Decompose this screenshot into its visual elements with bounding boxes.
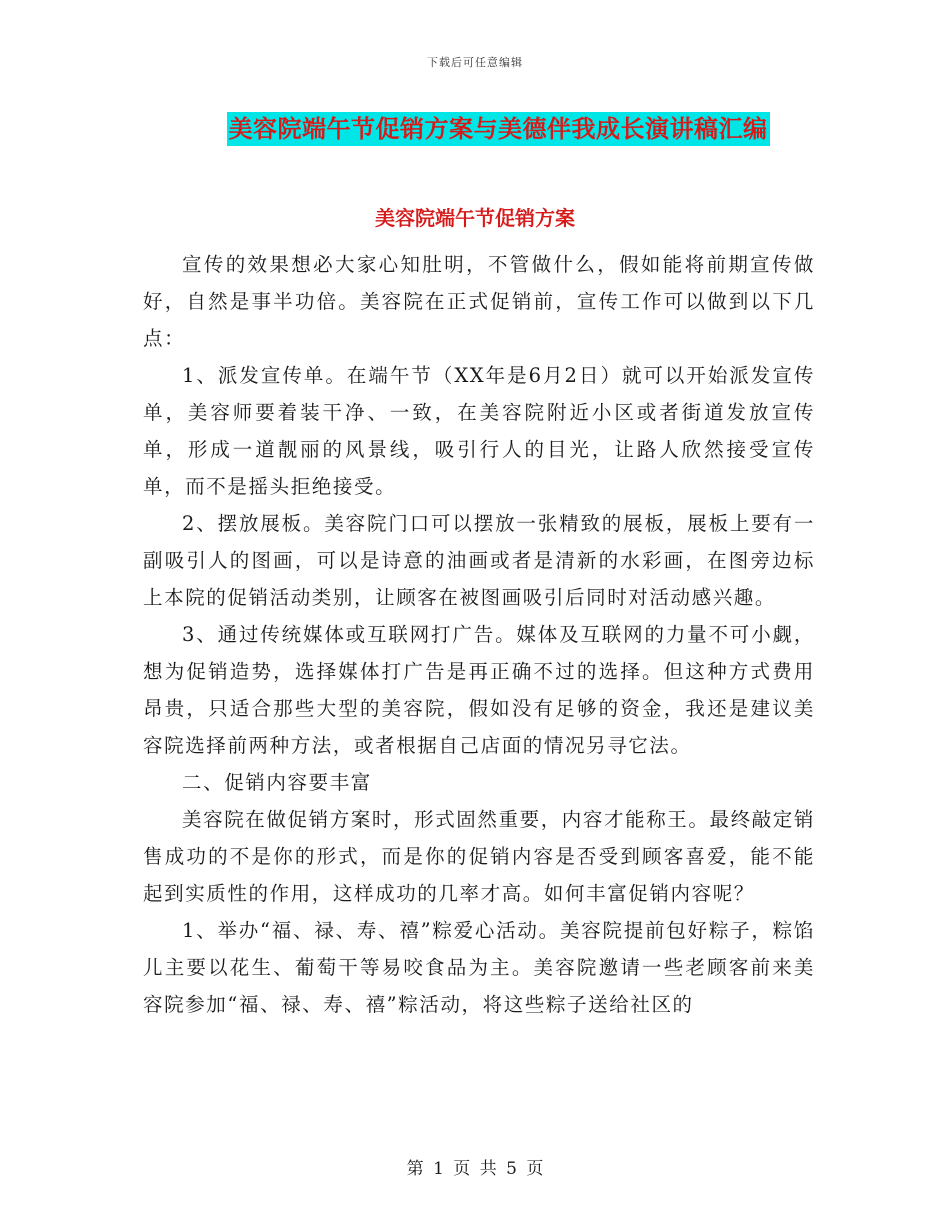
paragraph-zongzi-activity: 1、举办“福、禄、寿、禧”粽爱心活动。美容院提前包好粽子，粽馅儿主要以花生、葡萄干等易咬食品为主。美容院邀请一些老顾客前来美容院参加“福、禄、寿、禧”粽活动，将这些粽子送给社区的 <box>143 919 815 1016</box>
paragraph-display-board: 2、摆放展板。美容院门口可以摆放一张精致的展板，展板上要有一副吸引人的图画，可以是诗意的油画或者是清新的水彩画，在图旁边标上本院的促销活动类别，让顾客在被图画吸引后同时对活动感兴趣。 <box>143 512 815 609</box>
paragraph-advertising: 3、通过传统媒体或互联网打广告。媒体及互联网的力量不可小觑，想为促销造势，选择媒体打广告是再正确不过的选择。但这种方式费用昂贵，只适合那些大型的美容院，假如没有足够的资金，我还是建议美容院选择前两种方法，或者根据自己店面的情况另寻它法。 <box>143 623 815 757</box>
paragraph-intro: 宣传的效果想必大家心知肚明，不管做什么，假如能将前期宣传做好，自然是事半功倍。美容院在正式促销前，宣传工作可以做到以下几点： <box>143 253 815 350</box>
paragraph-content-matters: 美容院在做促销方案时，形式固然重要，内容才能称王。最终敲定销售成功的不是你的形式，而是你的促销内容是否受到顾客喜爱，能不能起到实质性的作用，这样成功的几率才高。如何丰富促销内容呢？ <box>143 808 816 905</box>
page-number-footer: 第 1 页 共 5 页 <box>406 1159 544 1179</box>
paragraph-flyers: 1、派发宣传单。在端午节（XX年是6月2日）就可以开始派发宣传单，美容师要着装干净、一致，在美容院附近小区或者街道发放宣传单，形成一道靓丽的风景线，吸引行人的目光，让路人欣然接受宣传单，而不是摇头拒绝接受。 <box>143 364 815 498</box>
page-header-note: 下载后可任意编辑 <box>427 56 523 69</box>
document-body <box>143 246 815 1023</box>
document-title-container <box>0 112 950 146</box>
subheading-rich-content: 二、促销内容要丰富 <box>182 771 372 794</box>
document-title: 美容院端午节促销方案与美德伴我成长演讲稿汇编 <box>227 112 770 146</box>
section-title: 美容院端午节促销方案 <box>375 206 575 230</box>
